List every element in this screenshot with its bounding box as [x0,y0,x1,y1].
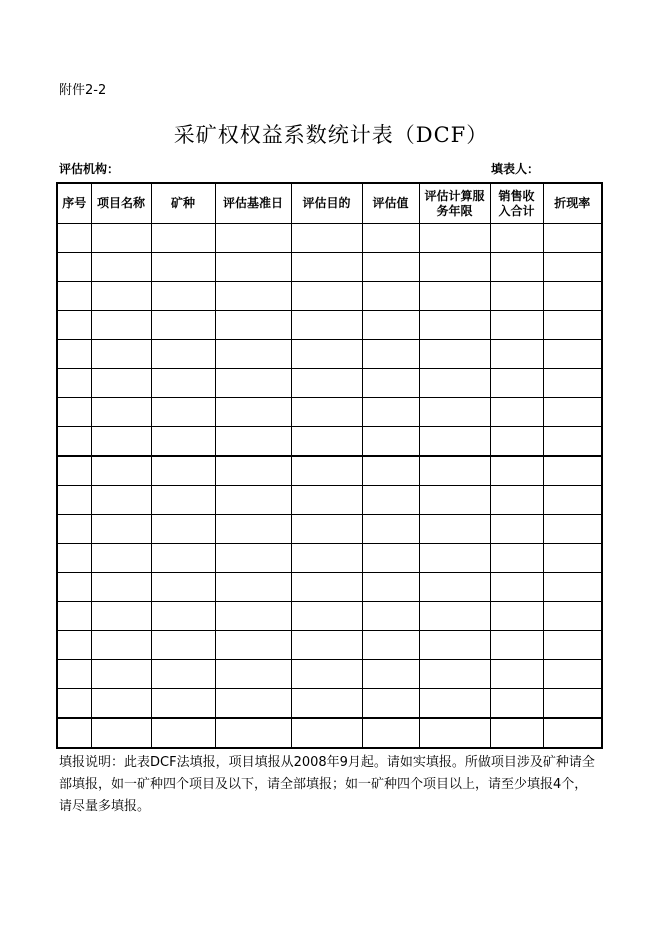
table-cell[interactable] [490,486,543,515]
table-cell[interactable] [490,456,543,486]
table-row [57,340,602,369]
table-cell[interactable] [419,224,490,253]
table-cell[interactable] [291,253,362,282]
table-cell[interactable] [543,660,602,689]
table-cell[interactable] [291,544,362,573]
table-cell[interactable] [362,602,419,631]
col-header-discount-rate: 折现率 [543,183,602,224]
table-cell[interactable] [57,631,91,660]
table-cell[interactable] [490,631,543,660]
table-cell[interactable] [419,718,490,748]
table-cell[interactable] [91,224,151,253]
table-cell[interactable] [291,369,362,398]
table-cell[interactable] [543,689,602,719]
table-cell[interactable] [91,631,151,660]
table-cell[interactable] [57,486,91,515]
table-row [57,544,602,573]
attachment-label: 附件2-2 [59,83,107,98]
table-cell[interactable] [543,515,602,544]
table-row [57,282,602,311]
table-cell[interactable] [543,398,602,427]
table-cell[interactable] [291,311,362,340]
table-cell[interactable] [419,544,490,573]
table-row [57,689,602,719]
table-cell[interactable] [362,718,419,748]
table-row [57,573,602,602]
table-body [57,224,602,749]
table-cell[interactable] [151,544,215,573]
table-cell[interactable] [419,398,490,427]
table-cell[interactable] [419,486,490,515]
table-cell[interactable] [57,398,91,427]
table-cell[interactable] [91,398,151,427]
table-cell[interactable] [57,602,91,631]
table-cell[interactable] [291,427,362,457]
col-header-sales-total: 销售收入合计 [490,183,543,224]
table-cell[interactable] [151,311,215,340]
table-cell[interactable] [91,253,151,282]
table-cell[interactable] [151,253,215,282]
table-cell[interactable] [362,224,419,253]
table-cell[interactable] [543,427,602,457]
table-cell[interactable] [362,456,419,486]
table-cell[interactable] [57,660,91,689]
table-cell[interactable] [151,456,215,486]
table-cell[interactable] [57,224,91,253]
table-cell[interactable] [490,718,543,748]
table-cell[interactable] [151,369,215,398]
table-cell[interactable] [419,631,490,660]
table-cell[interactable] [490,544,543,573]
table-cell[interactable] [291,573,362,602]
table-cell[interactable] [215,515,291,544]
table-cell[interactable] [215,456,291,486]
table-cell[interactable] [543,602,602,631]
table-cell[interactable] [419,573,490,602]
table-cell[interactable] [543,340,602,369]
table-cell[interactable] [362,486,419,515]
table-cell[interactable] [215,631,291,660]
table-cell[interactable] [490,311,543,340]
table-cell[interactable] [543,631,602,660]
table-row [57,456,602,486]
table-cell[interactable] [151,515,215,544]
table-cell[interactable] [543,486,602,515]
table-cell[interactable] [215,398,291,427]
table-cell[interactable] [490,660,543,689]
col-header-serial: 序号 [57,183,91,224]
table-cell[interactable] [57,340,91,369]
table-cell[interactable] [291,282,362,311]
table-row [57,398,602,427]
table-row [57,253,602,282]
table-row [57,369,602,398]
table-cell[interactable] [291,689,362,719]
table-cell[interactable] [362,253,419,282]
table-cell[interactable] [57,515,91,544]
table-cell[interactable] [91,660,151,689]
table-cell[interactable] [362,398,419,427]
table-cell[interactable] [543,282,602,311]
table-cell[interactable] [91,456,151,486]
form-filler-label: 填表人： [491,162,540,176]
table-cell[interactable] [362,340,419,369]
table-cell[interactable] [151,689,215,719]
table-cell[interactable] [362,544,419,573]
table-cell[interactable] [151,631,215,660]
table-cell[interactable] [215,544,291,573]
table-cell[interactable] [419,427,490,457]
table-cell[interactable] [543,369,602,398]
table-row [57,311,602,340]
table-cell[interactable] [57,573,91,602]
table-cell[interactable] [419,456,490,486]
table-cell[interactable] [419,515,490,544]
table-cell[interactable] [151,398,215,427]
table-cell[interactable] [215,427,291,457]
table-cell[interactable] [362,427,419,457]
table-cell[interactable] [490,282,543,311]
filling-instructions: 填报说明：此表DCF法填报，项目填报从2008年9月起。请如实填报。所做项目涉及矿种请全部填报，如一矿种四个项目及以下，请全部填报；如一矿种四个项目以上，请至少填报4个，请尽量多填报。 [59,755,595,814]
table-cell[interactable] [151,718,215,748]
table-cell[interactable] [151,602,215,631]
table-cell[interactable] [419,282,490,311]
table-cell[interactable] [57,544,91,573]
table-cell[interactable] [291,398,362,427]
table-cell[interactable] [91,369,151,398]
table-cell[interactable] [57,718,91,748]
table-cell[interactable] [91,544,151,573]
evaluation-org-label: 评估机构： [59,162,120,176]
table-cell[interactable] [57,369,91,398]
table-cell[interactable] [215,253,291,282]
table-cell[interactable] [91,573,151,602]
page-title: 采矿权权益系数统计表（DCF） [173,123,489,147]
table-cell[interactable] [291,718,362,748]
table-cell[interactable] [215,573,291,602]
table-cell[interactable] [490,253,543,282]
table-cell[interactable] [291,602,362,631]
table-row [57,224,602,253]
col-header-service-years: 评估计算服务年限 [419,183,490,224]
table-cell[interactable] [91,311,151,340]
table-cell[interactable] [91,282,151,311]
table-cell[interactable] [57,253,91,282]
table-cell[interactable] [291,515,362,544]
table-cell[interactable] [151,486,215,515]
table-cell[interactable] [91,602,151,631]
table-cell[interactable] [215,689,291,719]
table-cell[interactable] [419,311,490,340]
table-cell[interactable] [215,311,291,340]
table-cell[interactable] [362,573,419,602]
table-cell[interactable] [490,224,543,253]
table-cell[interactable] [543,718,602,748]
table-cell[interactable] [543,573,602,602]
table-cell[interactable] [215,602,291,631]
table-row [57,602,602,631]
table-cell[interactable] [419,689,490,719]
table-cell[interactable] [490,689,543,719]
table-cell[interactable] [490,602,543,631]
table-cell[interactable] [362,660,419,689]
col-header-value: 评估值 [362,183,419,224]
table-cell[interactable] [362,689,419,719]
table-cell[interactable] [291,340,362,369]
table-cell[interactable] [215,224,291,253]
table-row [57,631,602,660]
table-cell[interactable] [151,427,215,457]
table-row [57,486,602,515]
table-cell[interactable] [57,311,91,340]
table-cell[interactable] [490,340,543,369]
table-cell[interactable] [419,369,490,398]
statistics-table [56,182,603,749]
table-cell[interactable] [91,486,151,515]
table-cell[interactable] [151,224,215,253]
table-cell[interactable] [215,340,291,369]
col-header-mineral: 矿种 [151,183,215,224]
col-header-base-date: 评估基准日 [215,183,291,224]
table-cell[interactable] [490,369,543,398]
table-cell[interactable] [490,398,543,427]
table-cell[interactable] [543,311,602,340]
table-cell[interactable] [151,573,215,602]
table-cell[interactable] [490,515,543,544]
table-cell[interactable] [215,369,291,398]
table-cell[interactable] [490,573,543,602]
table-cell[interactable] [543,253,602,282]
table-cell[interactable] [291,486,362,515]
table-cell[interactable] [291,660,362,689]
table-cell[interactable] [91,340,151,369]
table-cell[interactable] [419,660,490,689]
table-cell[interactable] [151,340,215,369]
table-cell[interactable] [57,427,91,457]
table-cell[interactable] [215,282,291,311]
table-cell[interactable] [362,282,419,311]
table-cell[interactable] [151,660,215,689]
table-row [57,515,602,544]
table-cell[interactable] [490,427,543,457]
table-cell[interactable] [291,456,362,486]
table-cell[interactable] [215,486,291,515]
table-cell[interactable] [57,689,91,719]
table-cell[interactable] [362,515,419,544]
table-cell[interactable] [91,718,151,748]
col-header-purpose: 评估目的 [291,183,362,224]
table-cell[interactable] [543,224,602,253]
table-cell[interactable] [57,282,91,311]
col-header-project-name: 项目名称 [91,183,151,224]
table-cell[interactable] [215,718,291,748]
table-cell[interactable] [419,340,490,369]
table-cell[interactable] [91,515,151,544]
table-cell[interactable] [291,224,362,253]
table-cell[interactable] [151,282,215,311]
table-cell[interactable] [362,311,419,340]
table-row [57,660,602,689]
table-cell[interactable] [91,689,151,719]
table-cell[interactable] [419,602,490,631]
table-cell[interactable] [362,369,419,398]
table-cell[interactable] [215,660,291,689]
table-cell[interactable] [543,456,602,486]
table-row [57,427,602,457]
header-row [57,183,602,224]
table-cell[interactable] [543,544,602,573]
table-cell[interactable] [362,631,419,660]
table-cell[interactable] [91,427,151,457]
table-cell[interactable] [291,631,362,660]
table-cell[interactable] [419,253,490,282]
table-cell[interactable] [57,456,91,486]
table-row [57,718,602,748]
